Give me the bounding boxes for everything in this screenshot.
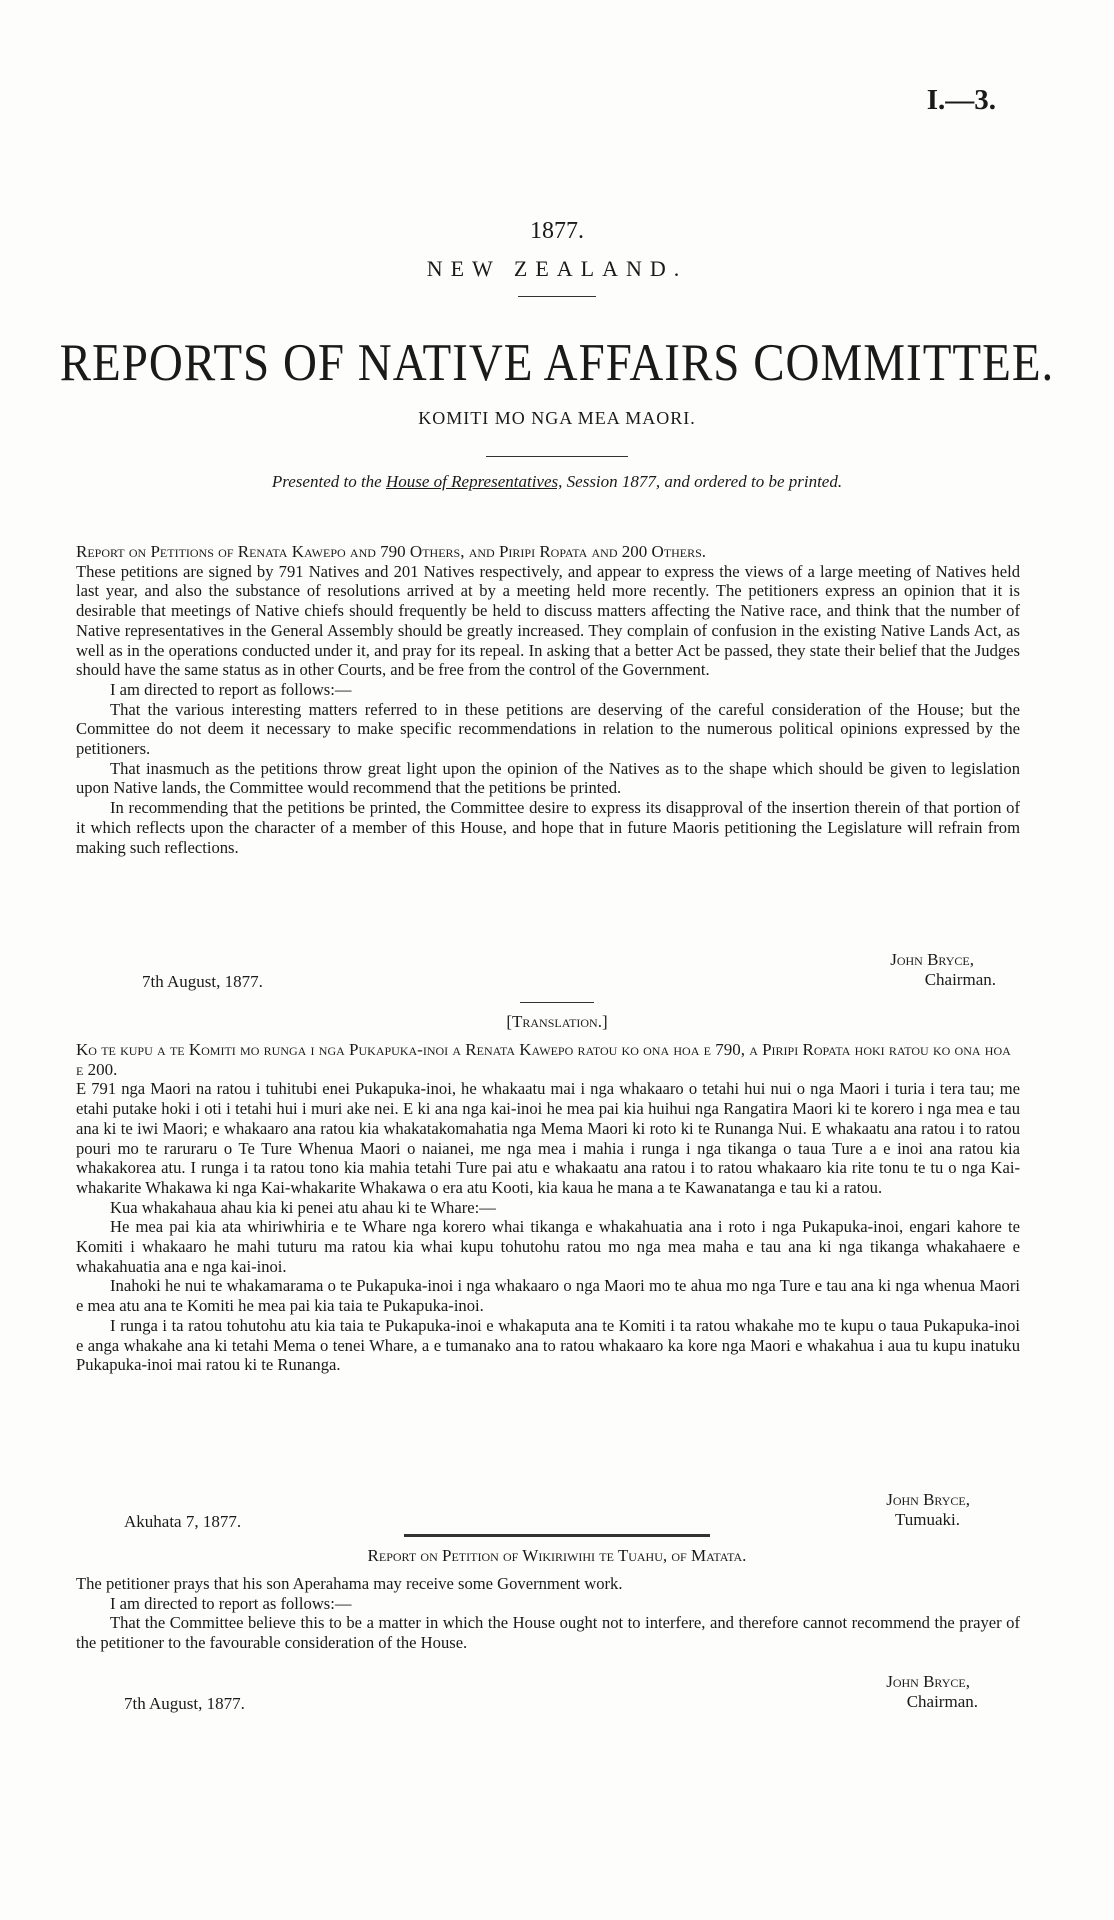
translation-paragraph: E 791 nga Maori na ratou i tuhitubi enei Pukapuka-inoi, he whakaatu mai i nga whakaaro o tetahi hui nui o nga Maori i turia i tera tau; me etahi putake hoki i oti i tetahi hui i muri ake nei. E ki ana nga kai-inoi he mea pai kia huihui nga Rangatira Maori ki te korero i nga mea e tau ana ki te iwi Maori; e whakaaro ana ratou kia whakatakomahatia nga Mema Maori ki roto ki te Runanga Nui. E whakaatu ana ratou i to ratou pouri mo te raruraru o Te Ture Whenua Maori o naianei, me nga mea i mahia i runga i nga tikanga o taua Ture a e inoi ana ratou kia whakakorea atu. I runga i ta ratou tono kia mahia tetahi Ture pai atu e whakaatu ana ratou i to ratou whakaaro kia rite tonu te tu o nga Kai-whakarite Whakawa ki nga Kai-whakarite Whakawa o era atu Kooti, kia kaua he mana a te Kawanatanga e tau ki a ratou. xyxy=(76,1079,1020,1197)
translation-paragraph: I runga i ta ratou tohutohu atu kia taia te Pukapuka-inoi e whakaputa ana te Komiti i ta ratou whakahe mo te kupu o taua Pukapuka-inoi e anga whakahe ana ki tetahi Mema o tenei Whare, a e tumanako ana to ratou whakaaro ka kore nga Maori e whakahua i aua tu kupu inatuku Pukapuka-inoi mai ratou ki te Runanga. xyxy=(76,1315,1020,1375)
divider xyxy=(404,1534,710,1537)
report-heading: Report on Petitions of Renata Kawepo and 790 Others, and Piripi Ropata and 200 Others. xyxy=(76,542,707,561)
presented-house: House of Representatives, xyxy=(385,472,563,491)
signer-name: John Bryce, xyxy=(886,1672,970,1691)
country-heading: NEW ZEALAND. xyxy=(426,256,688,281)
divider xyxy=(486,456,628,457)
report-wikiriwihi xyxy=(76,1574,1020,1653)
report-paragraph: That the Committee believe this to be a matter in which the House ought not to interfere, and therefore cannot recommend the prayer of the petitioner to the favourable consideration of the House. xyxy=(76,1613,1020,1653)
translation-label: [Translation.] xyxy=(506,1012,608,1031)
report-heading: Report on Petition of Wikiriwihi te Tuahu, of Matata. xyxy=(367,1546,747,1565)
report-paragraph: I am directed to report as follows:— xyxy=(110,1593,352,1613)
signer-role: Chairman. xyxy=(906,1692,978,1711)
report-paragraph: The petitioner prays that his son Aperahama may receive some Government work. xyxy=(76,1574,623,1593)
signer-role: Tumuaki. xyxy=(894,1510,960,1529)
main-title: REPORTS OF NATIVE AFFAIRS COMMITTEE. xyxy=(59,333,1055,393)
signer-role: Chairman. xyxy=(924,970,996,989)
document-reference: I.—3. xyxy=(926,84,996,116)
report-paragraph: That inasmuch as the petitions throw great light upon the opinion of the Natives as to the shape which should be given to legislation upon Native lands, the Committee would recommend that the petitions be printed. xyxy=(76,758,1020,798)
report-date: 7th August, 1877. xyxy=(142,972,263,991)
presented-text-end: Session 1877, and ordered to be printed. xyxy=(562,472,843,491)
report-date: 7th August, 1877. xyxy=(124,1694,245,1713)
translation-paragraph: Kua whakahaua ahau kia ki penei atu ahau ki te Whare:— xyxy=(110,1197,496,1217)
divider xyxy=(518,296,596,297)
translation-paragraph: He mea pai kia ata whiriwhiria e te Whare nga korero whai tikanga e whakahuatia ana i roto i nga Pukapuka-inoi, engari kahore te Komiti i whakaaro he mahi tuturu ma ratou kia whai kupu tohutohu ratou mo nga mea maha e tau ana ki nga tikanga whakahaere e whakahuatia ana e nga kai-inoi. xyxy=(76,1217,1020,1276)
signer-name: John Bryce, xyxy=(886,1490,970,1509)
presentation-note xyxy=(0,472,1114,492)
subtitle: KOMITI MO NGA MEA MAORI. xyxy=(418,408,696,428)
translation-date: Akuhata 7, 1877. xyxy=(124,1512,242,1531)
translation-heading: Ko te kupu a te Komiti mo runga i nga Pukapuka-inoi a Renata Kawepo ratou ko ona hoa e 790, a Piripi Ropata hoki ratou ko ona hoa e 200. xyxy=(76,1040,1011,1079)
presented-text: Presented to the xyxy=(271,472,386,491)
year: 1877. xyxy=(530,218,584,244)
report-renata-kawepo xyxy=(76,542,1020,857)
translation-paragraph: Inahoki he nui te whakamarama o te Pukapuka-inoi i nga whakaaro o nga Maori mo te ahua mo nga Ture e tau ana ki nga whenua Maori e mea atu ana te Komiti he mea pai kia taia te Pukapuka-inoi. xyxy=(76,1276,1020,1316)
report-paragraph: In recommending that the petitions be printed, the Committee desire to express its disapproval of the insertion therein of that portion of it which reflects upon the character of a member of this House, and hope that in future Maoris petitioning the Legislature will refrain from making such reflections. xyxy=(76,798,1020,857)
report-paragraph: These petitions are signed by 791 Natives and 201 Natives respectively, and appear to express the views of a large meeting of Natives held last year, and also the substance of resolutions arrived at by a meeting held more recently. The petitioners express an opinion that it is desirable that meetings of Native chiefs should frequently be held to discuss matters affecting the Native race, and think that the number of Native representatives in the General Assembly should be greatly increased. They complain of confusion in the existing Native Lands Act, as well as in the operations conducted under it, and pray for its repeal. In asking that a better Act be passed, they state their belief that the Judges should have the same status as in other Courts, and be free from the control of the Government. xyxy=(76,561,1020,680)
signer-name: John Bryce, xyxy=(890,950,974,969)
translation-section xyxy=(76,1040,1020,1375)
report-paragraph: That the various interesting matters referred to in these petitions are deserving of the careful consideration of the House; but the Committee do not deem it necessary to make specific recommendations in relation to the numerous political opinions expressed by the petitioners. xyxy=(76,699,1020,759)
divider xyxy=(520,1002,594,1003)
report-paragraph: I am directed to report as follows:— xyxy=(110,679,352,699)
